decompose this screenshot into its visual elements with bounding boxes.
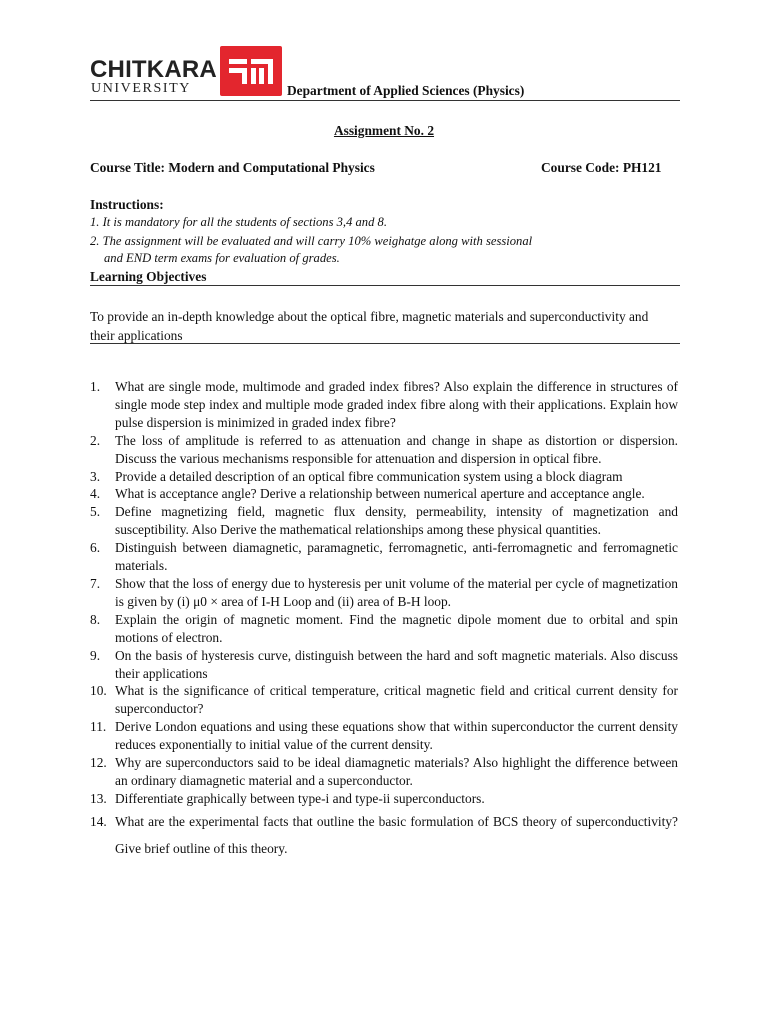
question-number: 9.: [90, 647, 101, 663]
list-item: [90, 790, 678, 808]
header-divider: [90, 100, 680, 101]
question-number: 5.: [90, 504, 101, 520]
question-text: The loss of amplitude is referred to as attenuation and change in shape as distortion or dispersion. Discuss the various mechanisms responsible for attenuation and dispersion in optical fibre.: [115, 432, 678, 466]
list-item: [90, 485, 678, 503]
university-logo: [90, 46, 282, 96]
question-number: 10.: [90, 683, 107, 699]
logo-wordmark: CHITKARA: [90, 56, 217, 83]
list-item: [90, 432, 678, 468]
course-code: Course Code: PH121: [541, 160, 662, 175]
question-text: Explain the origin of magnetic moment. Find the magnetic dipole moment due to orbital and spin motions of electron.: [115, 611, 678, 645]
logo-subtitle: UNIVERSITY: [91, 81, 191, 96]
list-item: [90, 682, 678, 718]
assignment-title: Assignment No. 2: [333, 123, 435, 138]
question-number: 12.: [90, 755, 107, 771]
question-number: 11.: [90, 719, 107, 735]
logo-mark-icon: [220, 46, 282, 96]
course-title: Course Title: Modern and Computational Physics: [90, 160, 375, 175]
question-text: Define magnetizing field, magnetic flux density, permeability, intensity of magnetization and susceptibility. Also Derive the mathematical relationships among these physical quantities.: [115, 504, 678, 538]
question-number: 7.: [90, 575, 101, 591]
question-text: What is the significance of critical temperature, critical magnetic field and critical current density for superconductor?: [115, 683, 678, 717]
learning-objectives-heading: Learning Objectives: [90, 269, 207, 284]
question-text: Show that the loss of energy due to hysteresis per unit volume of the material per cycle of magnetization is given by (i) μ0 × area of I-H Loop and (ii) area of B-H loop.: [115, 575, 678, 609]
instruction-line-2-cont: and END term exams for evaluation of grades.: [104, 251, 340, 265]
question-number: 3.: [90, 468, 101, 484]
question-list: [90, 378, 678, 862]
list-item: [90, 539, 678, 575]
question-text: Provide a detailed description of an optical fibre communication system using a block diagram: [115, 468, 623, 484]
question-number: 8.: [90, 611, 101, 627]
instructions-heading: Instructions:: [90, 197, 164, 212]
question-text: Derive London equations and using these equations show that within superconductor the current density reduces exponentially to initial value of the current density.: [115, 719, 678, 753]
question-number: 4.: [90, 486, 101, 502]
department-name: Department of Applied Sciences (Physics): [287, 83, 525, 98]
instruction-line-1: 1. It is mandatory for all the students of sections 3,4 and 8.: [90, 215, 387, 229]
question-text: What is acceptance angle? Derive a relationship between numerical aperture and acceptance angle.: [115, 486, 645, 502]
objectives-divider-top: [90, 285, 680, 286]
question-number: 14.: [90, 813, 107, 829]
instruction-line-2: 2. The assignment will be evaluated and will carry 10% weighatge along with sessional: [90, 234, 533, 248]
objectives-divider-bottom: [90, 343, 680, 344]
question-text: What are single mode, multimode and graded index fibres? Also explain the difference in structures of single mode step index and multiple mode graded index fibre along with their applications. Explain how pulse dispersion is minimized in graded index fibre?: [115, 379, 678, 430]
list-item: [90, 718, 678, 754]
question-text: Differentiate graphically between type-i and type-ii superconductors.: [115, 790, 485, 806]
learning-objectives-text: To provide an in-depth knowledge about the optical fibre, magnetic materials and superconductivity and their applications: [90, 309, 649, 343]
list-item: [90, 503, 678, 539]
question-text: Why are superconductors said to be ideal diamagnetic materials? Also highlight the difference between an ordinary diamagnetic material and a superconductor.: [115, 755, 678, 788]
list-item: [90, 468, 678, 486]
question-number: 6.: [90, 540, 101, 556]
question-number: 1.: [90, 379, 101, 394]
list-item: [90, 808, 678, 862]
question-number: 2.: [90, 432, 101, 448]
question-text: On the basis of hysteresis curve, distinguish between the hard and soft magnetic materials. Also discuss their applications: [115, 647, 678, 681]
list-item: [90, 647, 678, 683]
list-item: [90, 575, 678, 611]
question-text: Distinguish between diamagnetic, paramagnetic, ferromagnetic, anti-ferromagnetic and ferromagnetic materials.: [115, 540, 678, 574]
question-number: 13.: [90, 790, 107, 806]
list-item: [90, 754, 678, 790]
list-item: [90, 611, 678, 647]
list-item: [90, 378, 678, 432]
question-text: What are the experimental facts that outline the basic formulation of BCS theory of superconductivity? Give brief outline of this theory.: [115, 813, 678, 856]
